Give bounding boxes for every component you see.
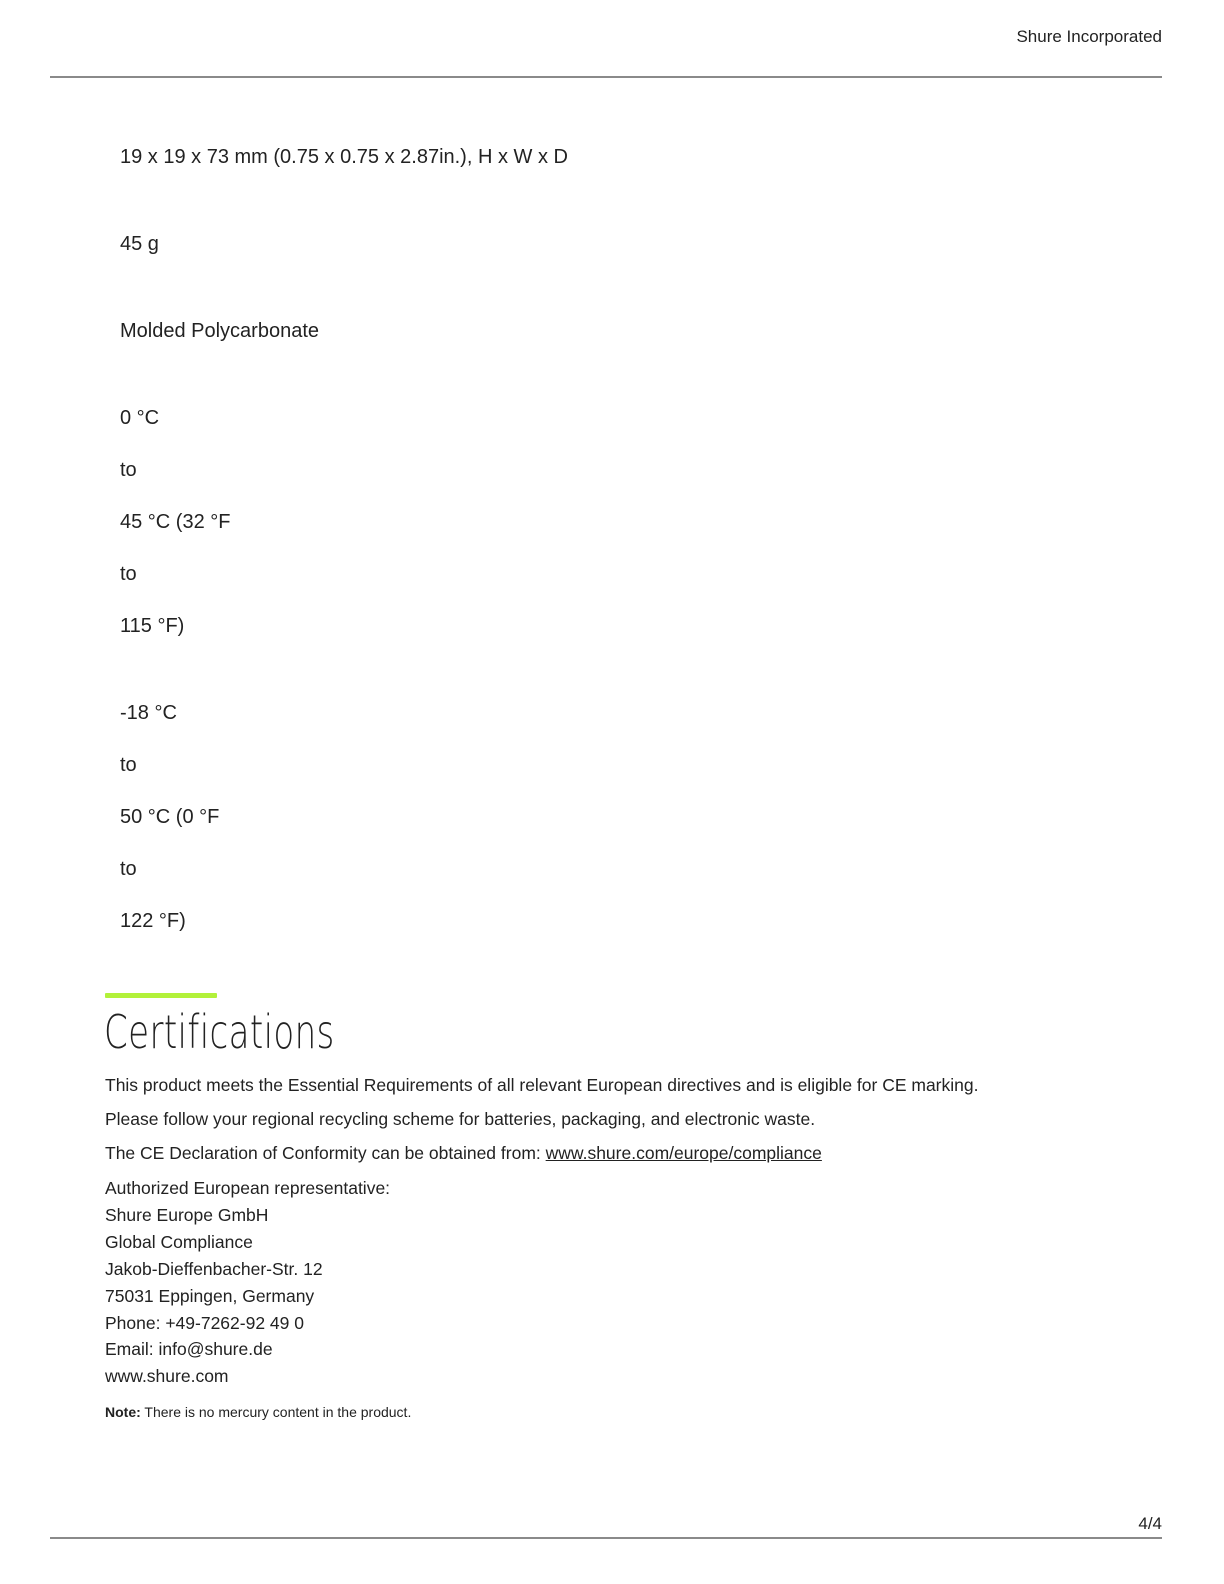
address-line: www.shure.com	[105, 1366, 229, 1387]
footer-divider	[50, 1537, 1162, 1539]
spec-operating-temp-line: 45 °C (32 °F	[120, 511, 231, 533]
spec-storage-temp-line: 122 °F)	[120, 910, 186, 932]
address-line: Jakob-Dieffenbacher-Str. 12	[105, 1258, 323, 1279]
declaration-prefix: The CE Declaration of Conformity can be obtained from:	[105, 1143, 541, 1163]
address-line: 75031 Eppingen, Germany	[105, 1285, 315, 1306]
spec-storage-temp-line: -18 °C	[120, 702, 177, 724]
spec-storage-temp-line: 50 °C (0 °F	[120, 806, 220, 828]
address-line: Phone: +49-7262-92 49 0	[105, 1312, 304, 1333]
spec-operating-temp-line: to	[120, 563, 137, 585]
note-label: Note:	[105, 1404, 141, 1420]
spec-operating-temp-line: 0 °C	[120, 407, 160, 429]
note-text: There is no mercury content in the product.	[144, 1404, 412, 1420]
address-line: Shure Europe GmbH	[105, 1204, 269, 1225]
ce-marking-text: This product meets the Essential Requirements of all relevant European directives and is eligible for CE marking.	[105, 1075, 979, 1095]
representative-address	[105, 1175, 390, 1390]
spec-operating-temp-line: 115 °F)	[120, 615, 185, 637]
spec-dimensions: 19 x 19 x 73 mm (0.75 x 0.75 x 2.87in.), H x W x D	[120, 146, 568, 168]
compliance-link[interactable]: www.shure.com/europe/compliance	[545, 1143, 822, 1163]
section-accent-bar	[105, 993, 217, 998]
recycling-text: Please follow your regional recycling scheme for batteries, packaging, and electronic waste.	[105, 1109, 816, 1129]
page-number: 4/4	[1138, 1514, 1162, 1533]
header-company-name: Shure Incorporated	[1016, 27, 1162, 46]
address-line: Authorized European representative:	[105, 1178, 391, 1198]
header-divider	[50, 76, 1162, 78]
spec-housing: Molded Polycarbonate	[120, 320, 320, 342]
spec-storage-temp-line: to	[120, 754, 137, 776]
spec-storage-temp-line: to	[120, 858, 137, 880]
spec-weight: 45 g	[120, 233, 159, 255]
declaration-text	[105, 1141, 822, 1165]
address-line: Global Compliance	[105, 1231, 253, 1252]
address-line: Email: info@shure.de	[105, 1339, 273, 1360]
spec-operating-temp-line: to	[120, 459, 137, 481]
mercury-note	[105, 1402, 411, 1422]
certifications-title: Certifications	[104, 1005, 335, 1059]
